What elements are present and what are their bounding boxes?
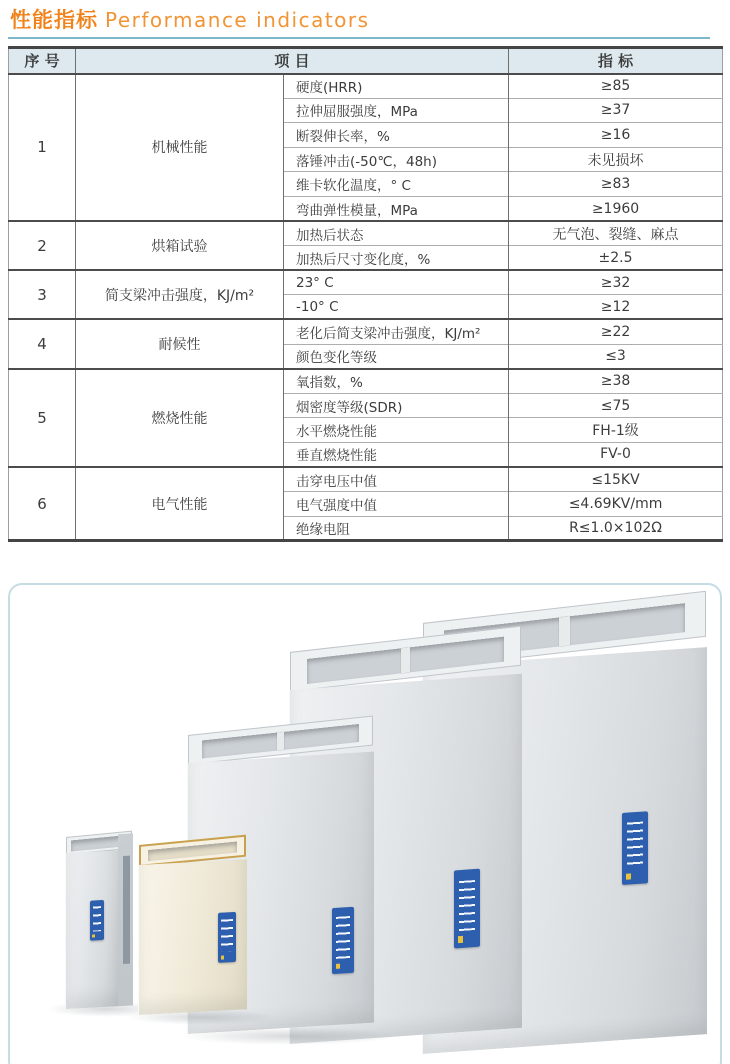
cell-item: 23° C bbox=[284, 270, 509, 295]
title-underline bbox=[8, 37, 710, 39]
cell-item: 绝缘电阻 bbox=[284, 516, 509, 541]
cell-item: 击穿电压中值 bbox=[284, 467, 509, 492]
cell-group-category: 简支梁冲击强度，KJ/m² bbox=[76, 270, 284, 319]
cell-item: 拉伸屈服强度，MPa bbox=[284, 98, 509, 123]
page-header bbox=[10, 6, 722, 34]
cell-item: 水平燃烧性能 bbox=[284, 418, 509, 443]
cell-item: 落锤冲击(-50℃，48h) bbox=[284, 147, 509, 172]
cell-indicator: ≤15KV bbox=[509, 467, 723, 492]
table-row bbox=[9, 319, 723, 344]
floor-shadow bbox=[180, 1027, 400, 1045]
cell-item: 老化后简支梁冲击强度，KJ/m² bbox=[284, 319, 509, 344]
cell-indicator: ≥38 bbox=[509, 369, 723, 394]
cell-item: 加热后尺寸变化度，% bbox=[284, 246, 509, 271]
profile-side-face bbox=[118, 833, 133, 1006]
cell-item: 断裂伸长率，% bbox=[284, 123, 509, 148]
profile-rib bbox=[401, 647, 410, 673]
cell-indicator: ≥83 bbox=[509, 172, 723, 197]
cell-indicator: ≥1960 bbox=[509, 196, 723, 221]
pvc-profile-small-gray bbox=[65, 833, 133, 1009]
table-row bbox=[9, 221, 723, 246]
cell-indicator: ±2.5 bbox=[509, 246, 723, 271]
cell-indicator: 未见损坏 bbox=[509, 147, 723, 172]
cell-group-number: 1 bbox=[9, 74, 76, 222]
label-sticker bbox=[332, 907, 354, 974]
cell-indicator: 无气泡、裂缝、麻点 bbox=[509, 221, 723, 246]
cell-group-category: 机械性能 bbox=[76, 74, 284, 222]
cell-indicator: ≥37 bbox=[509, 98, 723, 123]
product-photo-panel bbox=[8, 583, 722, 1064]
cell-group-category: 烘箱试验 bbox=[76, 221, 284, 270]
profile-rib bbox=[277, 731, 284, 750]
cell-group-category: 耐候性 bbox=[76, 319, 284, 368]
table-row bbox=[9, 270, 723, 295]
cell-item: 氧指数，% bbox=[284, 369, 509, 394]
pvc-profile-small-cream bbox=[138, 839, 247, 1015]
performance-indicators-table bbox=[8, 46, 723, 542]
cell-item: 弯曲弹性模量，MPa bbox=[284, 196, 509, 221]
cell-group-category: 电气性能 bbox=[76, 467, 284, 541]
cell-indicator: FV-0 bbox=[509, 442, 723, 467]
cell-indicator: ≥16 bbox=[509, 123, 723, 148]
cell-indicator: ≥12 bbox=[509, 295, 723, 320]
cell-item: -10° C bbox=[284, 295, 509, 320]
profile-cavity bbox=[148, 841, 237, 861]
cell-indicator: ≥32 bbox=[509, 270, 723, 295]
column-header-no: 序 号 bbox=[9, 48, 76, 74]
label-sticker bbox=[218, 912, 236, 963]
cell-indicator: FH-1级 bbox=[509, 418, 723, 443]
cell-item: 维卡软化温度，° C bbox=[284, 172, 509, 197]
column-header-item: 项 目 bbox=[76, 48, 509, 74]
cell-indicator: ≤4.69KV/mm bbox=[509, 492, 723, 517]
cell-item: 烟密度等级(SDR) bbox=[284, 393, 509, 418]
cell-group-number: 4 bbox=[9, 319, 76, 368]
cell-item: 硬度(HRR) bbox=[284, 74, 509, 99]
cell-group-category: 燃烧性能 bbox=[76, 369, 284, 467]
cell-group-number: 6 bbox=[9, 467, 76, 541]
cell-item: 加热后状态 bbox=[284, 221, 509, 246]
page-title bbox=[10, 6, 722, 34]
cell-item: 电气强度中值 bbox=[284, 492, 509, 517]
cell-indicator: ≥85 bbox=[509, 74, 723, 99]
cell-group-number: 3 bbox=[9, 270, 76, 319]
cell-indicator: R≤1.0×102Ω bbox=[509, 516, 723, 541]
label-sticker bbox=[90, 900, 104, 941]
cell-indicator: ≤3 bbox=[509, 344, 723, 369]
table-row bbox=[9, 369, 723, 394]
label-sticker bbox=[622, 811, 648, 885]
cell-item: 颜色变化等级 bbox=[284, 344, 509, 369]
table-row bbox=[9, 467, 723, 492]
side-label-strip bbox=[123, 856, 130, 964]
profile-rib bbox=[559, 616, 570, 646]
cell-group-number: 2 bbox=[9, 221, 76, 270]
table-row bbox=[9, 74, 723, 99]
table-header-row bbox=[9, 48, 723, 74]
column-header-indicator: 指 标 bbox=[509, 48, 723, 74]
page-title-zh: 性能指标 bbox=[10, 8, 98, 32]
label-sticker bbox=[454, 869, 480, 949]
cell-group-number: 5 bbox=[9, 369, 76, 467]
page-title-en: Performance indicators bbox=[105, 8, 370, 32]
cell-indicator: ≥22 bbox=[509, 319, 723, 344]
cell-item: 垂直燃烧性能 bbox=[284, 442, 509, 467]
cell-indicator: ≤75 bbox=[509, 393, 723, 418]
